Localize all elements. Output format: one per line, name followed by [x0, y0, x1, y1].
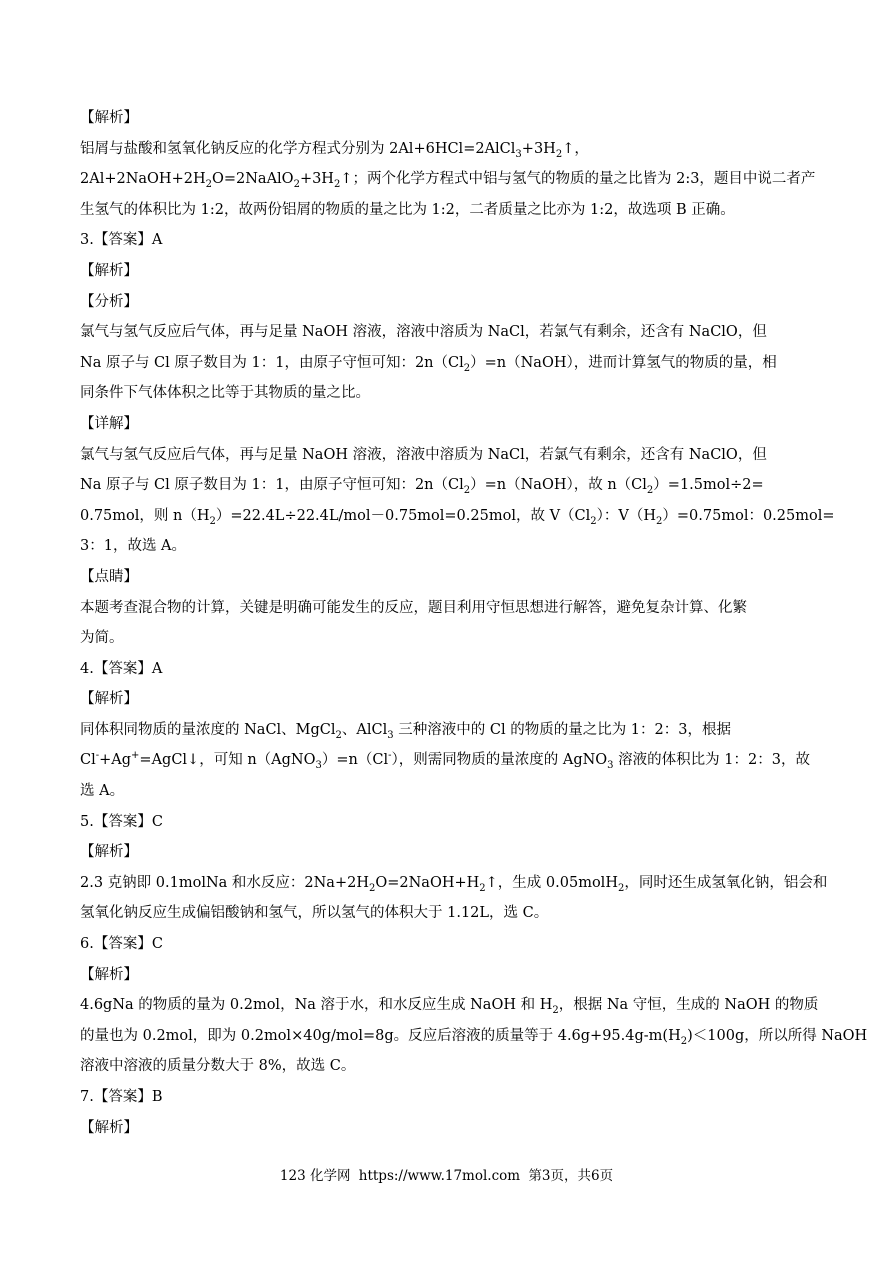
text-line: 铝屑与盐酸和氢氧化钠反应的化学方程式分别为 $2Al+6HCl=2AlCl_3+3H_2↑$， [80, 140, 589, 160]
text-line: 2.3 克钠即 0.1molNa 和水反应：$2Na+2H_2O=2NaOH+H_2↑$，生成 0.05molH$_2$，同时还生成氢氧化钠，铝会和 [80, 874, 828, 894]
answer-heading: 3.【答案】A [80, 232, 163, 249]
text-line: 同条件下气体体积之比等于其物质的量之比。 [80, 385, 370, 402]
answer-heading: 5.【答案】C [80, 813, 163, 830]
text-line: Na 原子与 Cl 原子数目为 1：1，由原子守恒可知：$2n(Cl_2)=n(NaOH)$，进而计算氢气的物质的量，相 [80, 354, 777, 374]
section-heading: 【解析】 [80, 844, 138, 861]
footer-site-name: 123 化学网 [279, 1168, 351, 1184]
answer-heading: 7.【答案】B [80, 1089, 163, 1105]
text-line: 为简。 [80, 630, 124, 647]
text-line: 本题考查混合物的计算，关键是明确可能发生的反应，题目利用守恒思想进行解答，避免复杂计算、化繁 [80, 599, 747, 616]
text-line: 氢氧化钠反应生成偏铝酸钠和氢气，所以氢气的体积大于 1.12L，选 C。 [80, 905, 549, 922]
text-line: 3：1，故选 A。 [80, 538, 187, 555]
text-line: 溶液中溶液的质量分数大于 8%，故选 C。 [80, 1058, 356, 1075]
section-heading: 【解析】 [80, 110, 138, 126]
text-line: 同体积同物质的量浓度的 NaCl、MgCl$_2$、AlCl$_3$ 三种溶液中的 Cl 的物质的量之比为 1：2：3，根据 [80, 721, 731, 741]
section-heading: 【解析】 [80, 691, 138, 708]
page-footer [0, 1166, 893, 1186]
section-heading: 【解析】 [80, 262, 138, 279]
text-line: 的量也为 0.2mol，即为 0.2mol×40g/mol=8g。反应后溶液的质量等于 $4.6g+95.4g-m(H_2)<100g$，所以所得 NaOH [80, 1027, 868, 1047]
document-body [80, 103, 868, 1143]
text-line: 生氢气的体积比为 1:2，故两份铝屑的物质的量之比为 1:2，二者质量之比亦为 1:2，故选项 B 正确。 [80, 201, 735, 218]
section-heading: 【解析】 [80, 1119, 138, 1136]
answer-heading: 6.【答案】C [80, 936, 163, 953]
text-line: 0.75mol，则 $n(H_2)=22.4L\div 22.4L/mol-0.75mol=0.25mol$，故 $V(Cl_2)$：$V(H_2)=0.75mol$：0.25mol= [80, 507, 835, 527]
text-line: 氯气与氢气反应后气体，再与足量 NaOH 溶液，溶液中溶质为 NaCl，若氯气有剩余，还含有 NaClO，但 [80, 324, 767, 341]
footer-page-number: 第3页，共6页 [528, 1168, 614, 1184]
answer-heading: 4.【答案】A [80, 660, 163, 677]
footer-url: https://www.17mol.com [358, 1168, 521, 1184]
section-heading: 【详解】 [80, 415, 138, 432]
text-line: $2Al+2NaOH+2H_2O=2NaAlO_2+3H_2↑$；两个化学方程式中铝与氢气的物质的量之比皆为 2:3，题目中说二者产 [80, 171, 816, 191]
text-line: Cl-+Ag+=AgCl↓，可知 n（AgNO$_3$）=n（Cl-），则需同物质的量浓度的 AgNO$_3$ 溶液的体积比为 1：2：3，故 [80, 750, 810, 772]
text-line: 氯气与氢气反应后气体，再与足量 NaOH 溶液，溶液中溶质为 NaCl，若氯气有剩余，还含有 NaClO，但 [80, 446, 767, 463]
text-line: 4.6gNa 的物质的量为 0.2mol，Na 溶于水，和水反应生成 NaOH 和 $H_2$，根据 Na 守恒，生成的 NaOH 的物质 [80, 997, 819, 1017]
text-line: Na 原子与 Cl 原子数目为 1：1，由原子守恒可知：$2n(Cl_2)=n(NaOH)$，故 $n(Cl_2)=1.5mol\div 2=$ [80, 477, 764, 497]
text-line: 选 A。 [80, 783, 125, 800]
section-heading: 【解析】 [80, 966, 138, 983]
section-heading: 【点睛】 [80, 568, 138, 585]
section-heading: 【分析】 [80, 293, 138, 310]
